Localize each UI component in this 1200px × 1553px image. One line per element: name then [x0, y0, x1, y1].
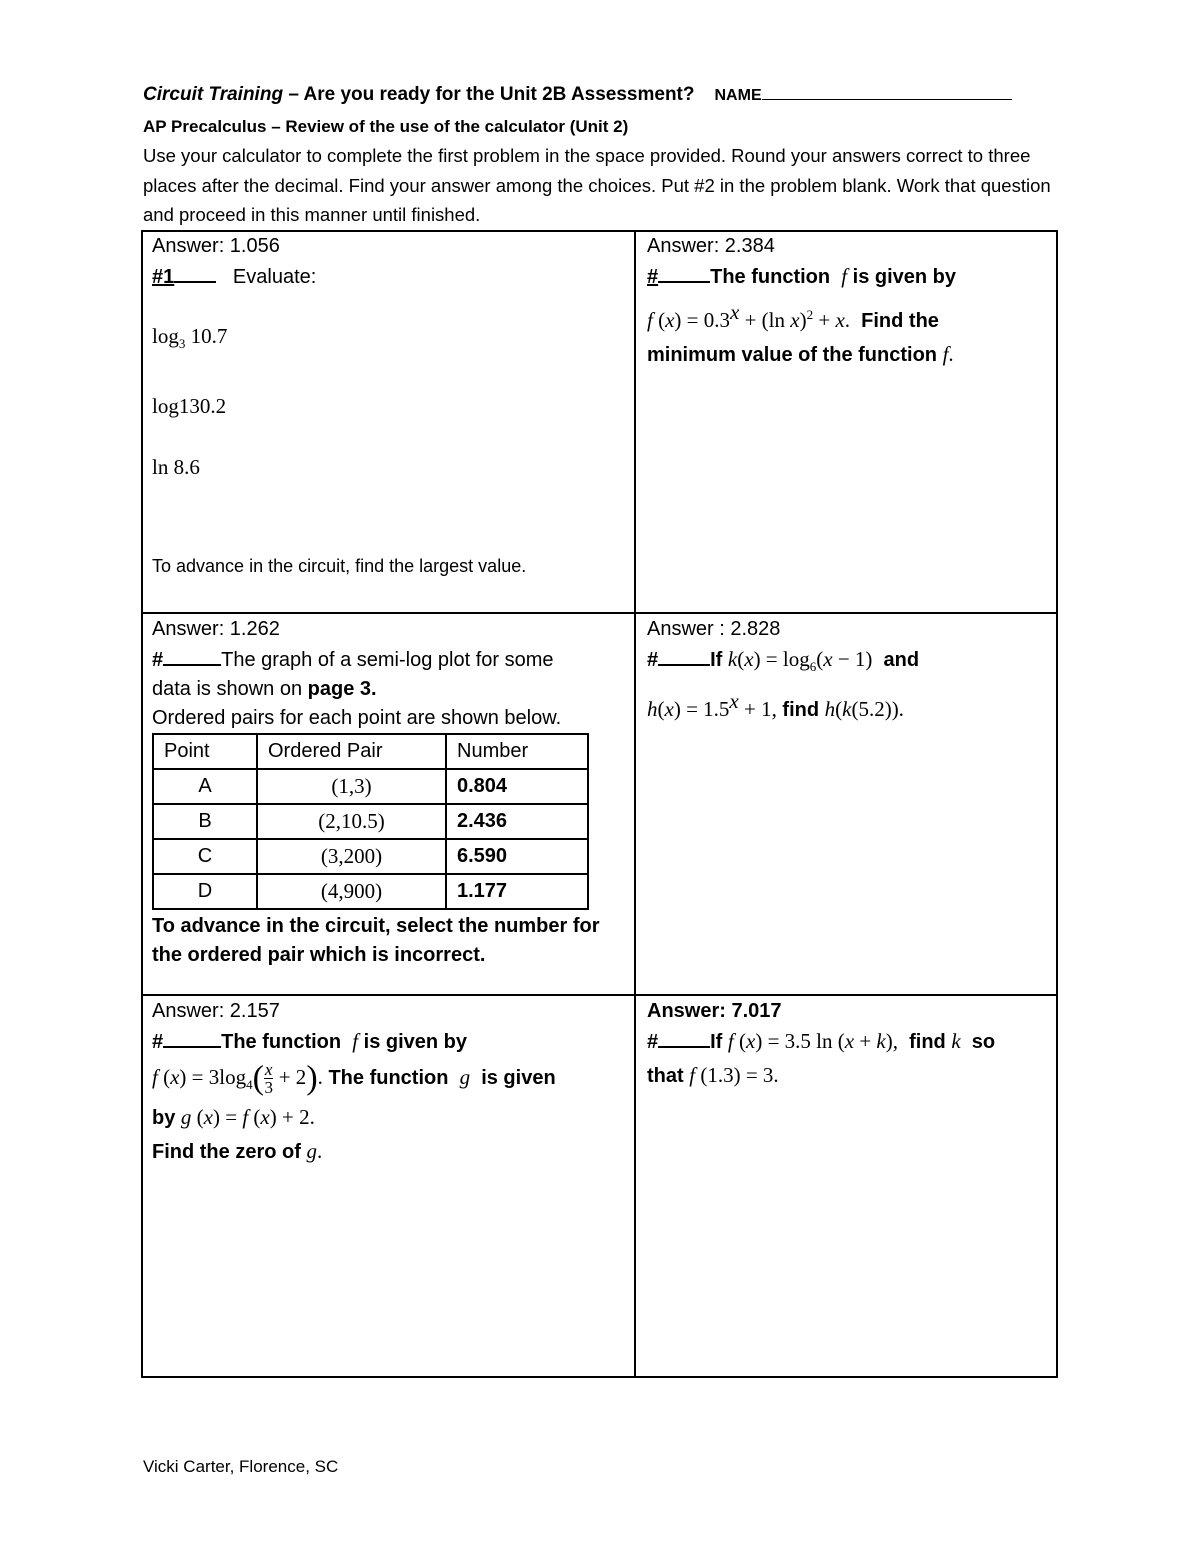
answer-label: Answer: 7.017: [647, 1000, 782, 1022]
problem-number: #: [152, 1031, 164, 1053]
subtitle: AP Precalculus – Review of the use of the calculator (Unit 2): [143, 117, 629, 136]
name-field[interactable]: [762, 81, 1012, 100]
problem-number: #1: [152, 266, 175, 288]
table-row: D (4,900) 1.177: [153, 874, 588, 909]
problem-number: #: [647, 266, 659, 288]
name-label: NAME: [714, 87, 762, 104]
table-row: B (2,10.5) 2.436: [153, 804, 588, 839]
table-header-row: [153, 734, 588, 769]
problem-blank[interactable]: [658, 644, 710, 666]
problem-cell-6: Answer: 7.017 # If f (x) = 3.5 ln (x + k), find k so that f (1.3) = 3.: [647, 997, 1052, 1091]
expression-ln: ln 8.6: [152, 455, 200, 480]
grid-divider-row2: [141, 994, 1058, 996]
ordered-pairs-table: [152, 733, 589, 910]
column-header: Number: [446, 734, 588, 769]
problem-number: #: [647, 649, 659, 671]
problem-cell-1: [152, 232, 627, 482]
problem-blank[interactable]: [658, 1026, 710, 1048]
cell-1-footer: To advance in the circuit, find the largest value.: [152, 556, 527, 576]
problem-blank[interactable]: [174, 261, 216, 283]
evaluate-label: Evaluate:: [232, 266, 317, 288]
answer-label: Answer : 2.828: [647, 618, 781, 640]
problem-blank[interactable]: [163, 1026, 221, 1048]
problem-number: #: [647, 1031, 659, 1053]
problem-cell-5: Answer: 2.157 # The function f is given by f $(x) = 3\log_4$( $\frac{x}{3}$ + 2). The function g is given by g (x) = f (x) + 2. Find the zero of g.: [152, 997, 627, 1167]
author-footer: Vicki Carter, Florence, SC: [143, 1457, 339, 1476]
answer-label: Answer: 2.384: [647, 235, 775, 257]
answer-label: Answer: 1.056: [152, 235, 280, 257]
expression-log: log130.2: [152, 394, 227, 419]
answer-label: Answer: 1.262: [152, 618, 280, 640]
problem-cell-4: Answer : 2.828 # If $k(x) = \log_6(x - 1)$ and $h(x) = 1.5^x + 1$, find h(k(5.2)).: [647, 615, 1052, 725]
grid-divider-vertical: [634, 230, 636, 1378]
problem-blank[interactable]: [658, 261, 710, 283]
column-header: Point: [153, 734, 257, 769]
column-header: Ordered Pair: [257, 734, 446, 769]
problem-blank[interactable]: [163, 644, 221, 666]
problem-number: #: [152, 649, 164, 671]
instructions: Use your calculator to complete the first problem in the space provided. Round your answers correct to three places after the decimal. Find your answer among the choices. Put #2 in the problem blank. Work that question and proceed in this manner until finished.: [143, 145, 1051, 225]
problem-cell-3: Answer: 1.262 # The graph of a semi-log plot for some data is shown on page 3. Ordered pairs for each point are shown below. Point Ordered Pair Number A (1,3) 0.804 B (2,10.5) 2.436 C (3,200) 6.590 D (4,900) 1.177 To advance in the circuit, select the number for the ordered pair which is incorrect.: [152, 615, 627, 970]
problem-cell-2: Answer: 2.384 # The function f is given by f $(x) = 0.3^x + (\ln$ x)$^2$ + x. Find the minimum value of the function f.: [647, 232, 1052, 370]
answer-label: Answer: 2.157: [152, 1000, 280, 1022]
worksheet-title: Circuit Training – Are you ready for the Unit 2B Assessment? NAME: [143, 80, 1063, 110]
table-row: C (3,200) 6.590: [153, 839, 588, 874]
expression-log3: $\log_3 10.7$: [152, 324, 228, 352]
table-row: A (1,3) 0.804: [153, 769, 588, 804]
grid-divider-row1: [141, 612, 1058, 614]
